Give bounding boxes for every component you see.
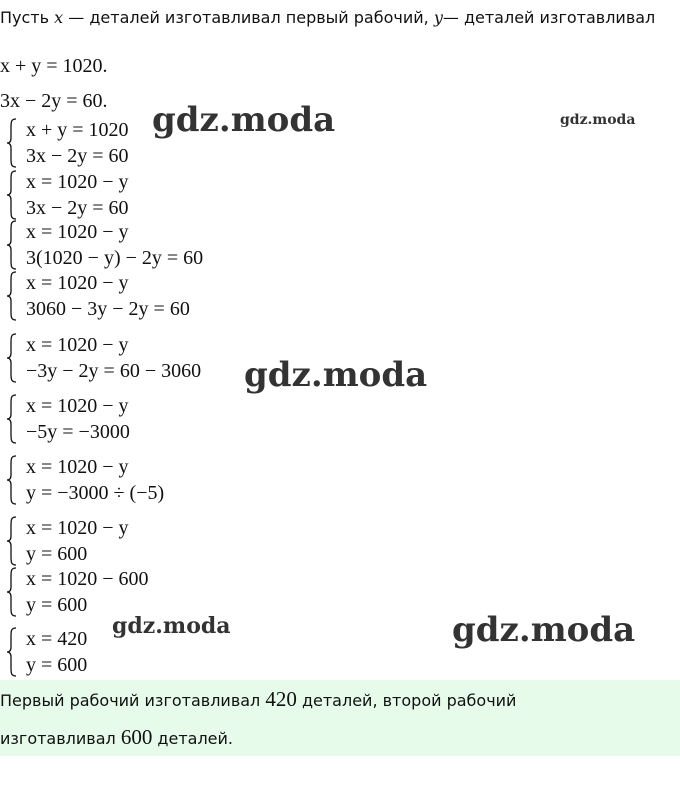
brace-icon (6, 627, 16, 677)
brace-icon (6, 567, 16, 617)
system-10-row-1: x = 420 (26, 628, 88, 650)
system-5-row-1: x = 1020 − y (26, 334, 129, 356)
answer-box (0, 680, 680, 756)
answer-text: деталей, второй рабочий (296, 691, 517, 710)
system-3-row-2: 3(1020 − y) − 2y = 60 (26, 247, 204, 269)
system-7-row-1: x = 1020 − y (26, 456, 129, 478)
watermark: gdz.moda (244, 355, 428, 395)
system-8-row-1: x = 1020 − y (26, 517, 129, 539)
intro-part3: — деталей изготавливал (442, 8, 656, 27)
watermark: gdz.moda (452, 610, 636, 650)
intro-var-y: y (433, 8, 443, 27)
system-9-row-1: x = 1020 − 600 (26, 568, 149, 590)
system-6-row-2: −5y = −3000 (26, 421, 130, 443)
system-3-row-1: x = 1020 − y (26, 221, 129, 243)
equation-2: 3x − 2y = 60. (0, 90, 108, 112)
intro-var-x: x (54, 8, 64, 27)
clipped-text-remnant (12, 41, 142, 49)
watermark: gdz.moda (152, 100, 336, 140)
system-2-row-2: 3x − 2y = 60 (26, 197, 129, 219)
system-8-row-2: y = 600 (26, 543, 88, 565)
brace-icon (6, 220, 16, 270)
equation-1: x + y = 1020. (0, 55, 108, 77)
answer-text: изготавливал (0, 729, 121, 748)
system-1-row-1: x + y = 1020 (26, 119, 129, 141)
system-2-row-1: x = 1020 − y (26, 171, 129, 193)
intro-part2: — деталей изготавливал первый рабочий, (63, 8, 434, 27)
answer-line-1 (0, 687, 516, 712)
system-9-row-2: y = 600 (26, 594, 88, 616)
brace-icon (6, 394, 16, 444)
system-4-row-1: x = 1020 − y (26, 272, 129, 294)
brace-icon (6, 333, 16, 383)
brace-icon (6, 118, 16, 168)
answer-number: 600 (120, 725, 153, 749)
brace-icon (6, 170, 16, 220)
watermark: gdz.moda (560, 112, 636, 128)
system-6-row-1: x = 1020 − y (26, 395, 129, 417)
intro-text (0, 6, 680, 30)
answer-number: 420 (265, 687, 297, 711)
watermark: gdz.moda (112, 613, 231, 639)
answer-text: Первый рабочий изготавливал (0, 691, 266, 710)
brace-icon (6, 271, 16, 321)
system-10-row-2: y = 600 (26, 654, 88, 676)
system-5-row-2: −3y − 2y = 60 − 3060 (26, 360, 202, 382)
answer-text: деталей. (152, 729, 233, 748)
intro-part1: Пусть (0, 8, 55, 27)
answer-line-2 (0, 725, 233, 750)
system-7-row-2: y = −3000 ÷ (−5) (26, 482, 165, 504)
system-1-row-2: 3x − 2y = 60 (26, 145, 129, 167)
brace-icon (6, 516, 16, 566)
brace-icon (6, 455, 16, 505)
system-4-row-2: 3060 − 3y − 2y = 60 (26, 298, 190, 320)
